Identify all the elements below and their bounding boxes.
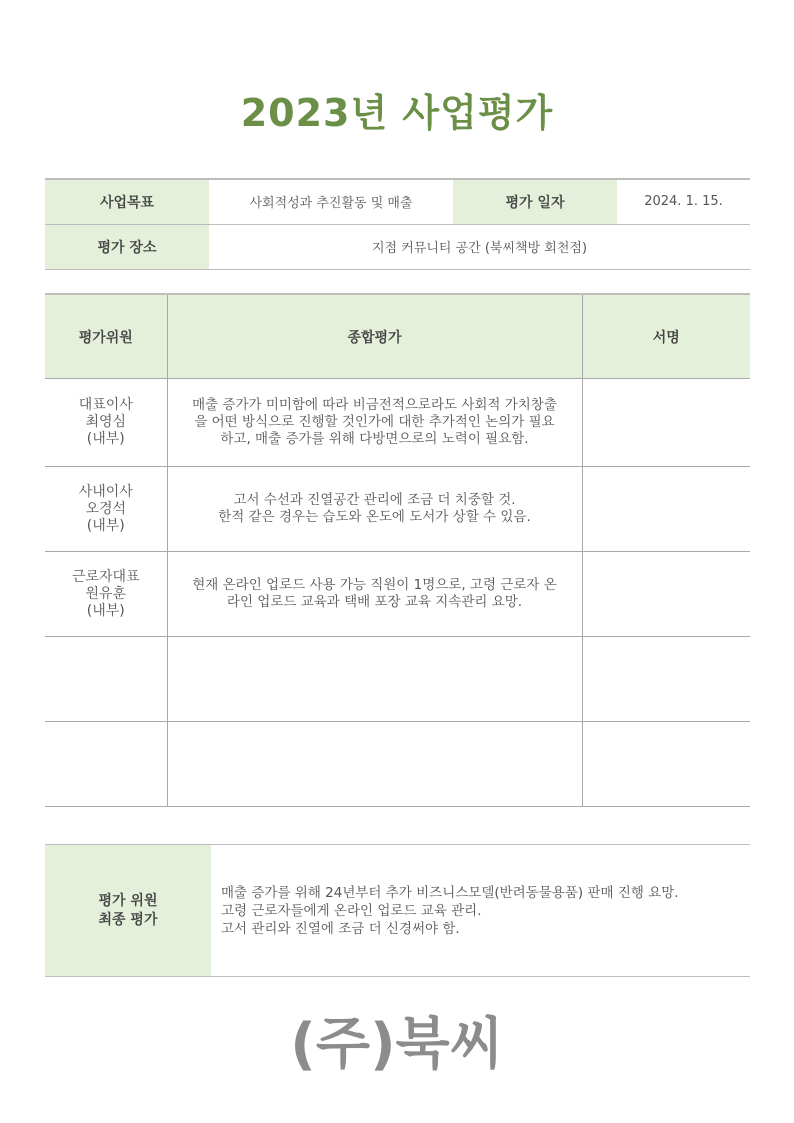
header-signature: 서명 xyxy=(582,294,750,379)
table-row-empty xyxy=(45,637,750,722)
final-evaluation-text xyxy=(211,845,750,977)
comment-cell xyxy=(167,552,582,637)
company-logo: (주)북씨 xyxy=(290,1012,504,1077)
final-label-line: 평가 위원 xyxy=(98,892,158,909)
member-title: 대표이사 xyxy=(78,397,133,413)
signature-cell[interactable] xyxy=(582,379,750,467)
final-line: 매출 증가를 위해 24년부터 추가 비즈니스모델(반려동물용품) 판매 진행 요망. xyxy=(221,884,679,901)
header-comment: 종합평가 xyxy=(167,294,582,379)
signature-cell[interactable] xyxy=(582,722,750,807)
place-value: 지점 커뮤니티 공간 (북씨책방 회천점) xyxy=(209,224,750,269)
table-row xyxy=(45,552,750,637)
comment-line: 고서 수선과 진열공간 관리에 조금 더 치중할 것. xyxy=(233,492,516,508)
date-label: 평가 일자 xyxy=(453,179,617,224)
comment-line: 현재 온라인 업로드 사용 가능 직원이 1명으로, 고령 근로자 온 xyxy=(192,577,557,593)
document-title: 2023년 사업평가 xyxy=(240,91,554,135)
comment-cell xyxy=(167,467,582,552)
goal-label: 사업목표 xyxy=(45,179,209,224)
goal-value: 사회적성과 추진활동 및 매출 xyxy=(209,179,453,224)
member-name: 오경석 xyxy=(85,500,127,517)
member-cell xyxy=(45,637,167,722)
comment-cell xyxy=(167,722,582,807)
member-cell xyxy=(45,379,167,467)
place-label: 평가 장소 xyxy=(45,224,209,269)
member-name: 최영심 xyxy=(85,414,127,430)
header-member: 평가위원 xyxy=(45,294,167,379)
comment-cell xyxy=(167,379,582,467)
member-title: 근로자대표 xyxy=(71,568,140,585)
signature-cell[interactable] xyxy=(582,552,750,637)
table-row-empty xyxy=(45,722,750,807)
member-type: (내부) xyxy=(86,517,125,534)
final-line: 고령 근로자들에게 온라인 업로드 교육 관리. xyxy=(221,902,482,919)
comment-line: 하고, 매출 증가를 위해 다방면으로의 노력이 필요함. xyxy=(220,431,529,447)
table-row xyxy=(45,467,750,552)
comment-cell xyxy=(167,637,582,722)
final-evaluation-label xyxy=(45,845,211,977)
member-cell xyxy=(45,552,167,637)
member-cell xyxy=(45,722,167,807)
member-cell xyxy=(45,467,167,552)
evaluation-table xyxy=(45,293,750,807)
comment-line: 을 어떤 방식으로 진행할 것인가에 대한 추가적인 논의가 필요 xyxy=(194,414,555,430)
signature-cell[interactable] xyxy=(582,467,750,552)
comment-line: 한적 같은 경우는 습도와 온도에 도서가 상할 수 있음. xyxy=(218,509,531,525)
final-label-line: 최종 평가 xyxy=(98,911,158,928)
comment-line: 매출 증가가 미미함에 따라 비금전적으로라도 사회적 가치창출 xyxy=(192,397,557,413)
info-table xyxy=(45,178,750,270)
comment-line: 라인 업로드 교육과 택배 포장 교육 지속관리 요망. xyxy=(226,594,523,610)
member-type: (내부) xyxy=(86,602,125,619)
table-row xyxy=(45,379,750,467)
signature-cell[interactable] xyxy=(582,637,750,722)
member-type: (내부) xyxy=(86,431,125,447)
member-title: 사내이사 xyxy=(78,483,133,500)
member-name: 원유훈 xyxy=(85,585,127,602)
date-value: 2024. 1. 15. xyxy=(617,179,750,224)
final-line: 고서 관리와 진열에 조금 더 신경써야 함. xyxy=(221,920,460,937)
final-evaluation-table xyxy=(45,844,750,977)
